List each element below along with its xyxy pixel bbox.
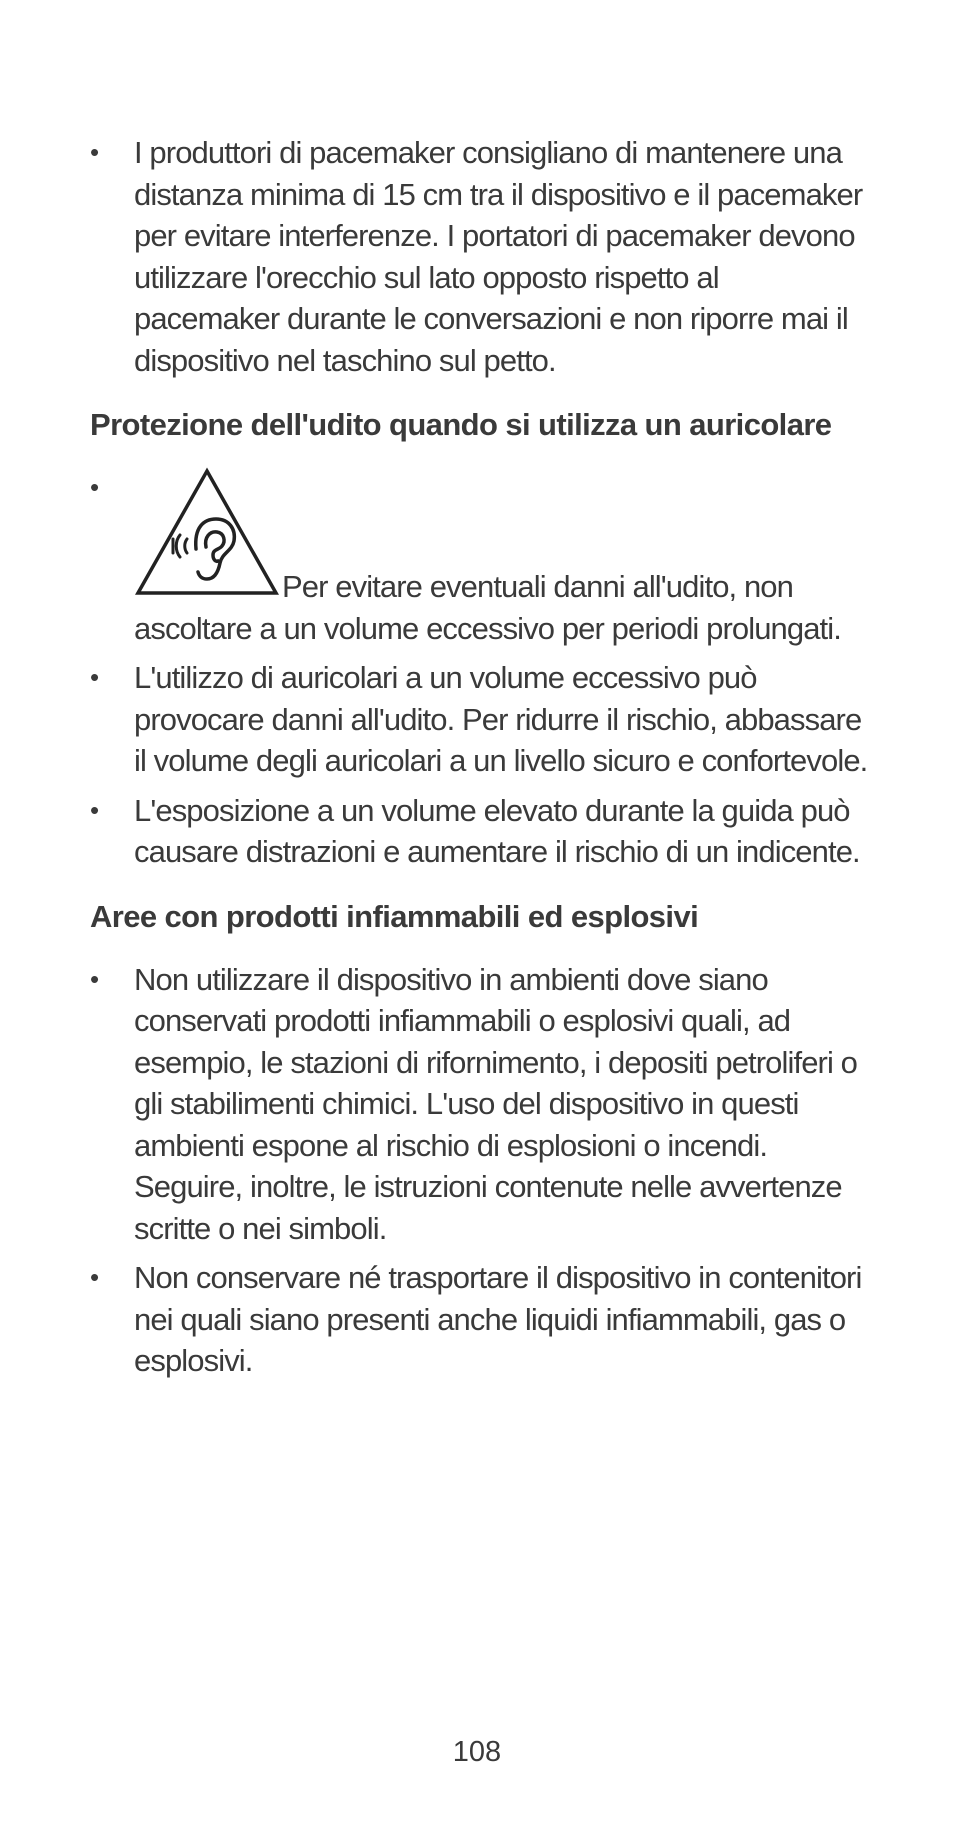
hearing-list	[90, 467, 870, 873]
list-item-text: Non utilizzare il dispositivo in ambienti dove siano conservati prodotti infiammabili o esplosivi quali, ad esempio, le stazioni di rifornimento, i depositi petroliferi o gli stabilimenti chimici. L'uso del dispositivo in questi ambienti espone al rischio di esplosioni o incendi. Seguire, inoltre, le istruzioni contenute nelle avvertenze scritte o nei simboli.	[134, 961, 858, 1246]
list-item	[90, 657, 870, 782]
section-heading-hearing: Protezione dell'udito quando si utilizza un auricolare	[90, 407, 832, 442]
list-item	[90, 790, 870, 873]
list-item	[90, 132, 870, 381]
bullet-icon: •	[90, 137, 99, 167]
list-item-text: L'esposizione a un volume elevato durante la guida può causare distrazioni e aumentare il rischio di un indicente.	[134, 792, 860, 869]
list-item-text: L'utilizzo di auricolari a un volume eccessivo può provocare danni all'udito. Per ridurre il rischio, abbassare il volume degli auricolari a un livello sicuro e confortevole.	[134, 660, 868, 778]
list-item	[90, 959, 870, 1250]
intro-list	[90, 132, 870, 381]
list-item-text: I produttori di pacemaker consigliano di mantenere una distanza minima di 15 cm tra il dispositivo e il pacemaker per evitare interferenze. I portatori di pacemaker devono utilizzare l'orecchio sul lato opposto rispetto al pacemaker durante le conversazioni e non riporre mai il dispositivo nel taschino sul petto.	[134, 135, 863, 378]
bullet-icon: •	[90, 472, 99, 502]
bullet-icon: •	[90, 1262, 99, 1292]
bullet-icon: •	[90, 662, 99, 692]
list-item	[90, 467, 870, 649]
page-number: 108	[452, 1736, 502, 1768]
list-item-text: Per evitare eventuali danni all'udito, non ascoltare a un volume eccessivo per periodi prolungati.	[134, 569, 841, 646]
hearing-warning-icon	[134, 467, 280, 597]
document-content	[90, 132, 870, 1390]
section-heading-flammable: Aree con prodotti infiammabili ed esplosivi	[90, 898, 699, 934]
list-item	[90, 1257, 870, 1382]
list-item-text: Non conservare né trasportare il dispositivo in contenitori nei quali siano presenti anche liquidi infiammabili, gas o esplosivi.	[134, 1260, 862, 1378]
flammable-list	[90, 959, 870, 1382]
bullet-icon: •	[90, 794, 99, 825]
bullet-icon: •	[90, 963, 99, 994]
